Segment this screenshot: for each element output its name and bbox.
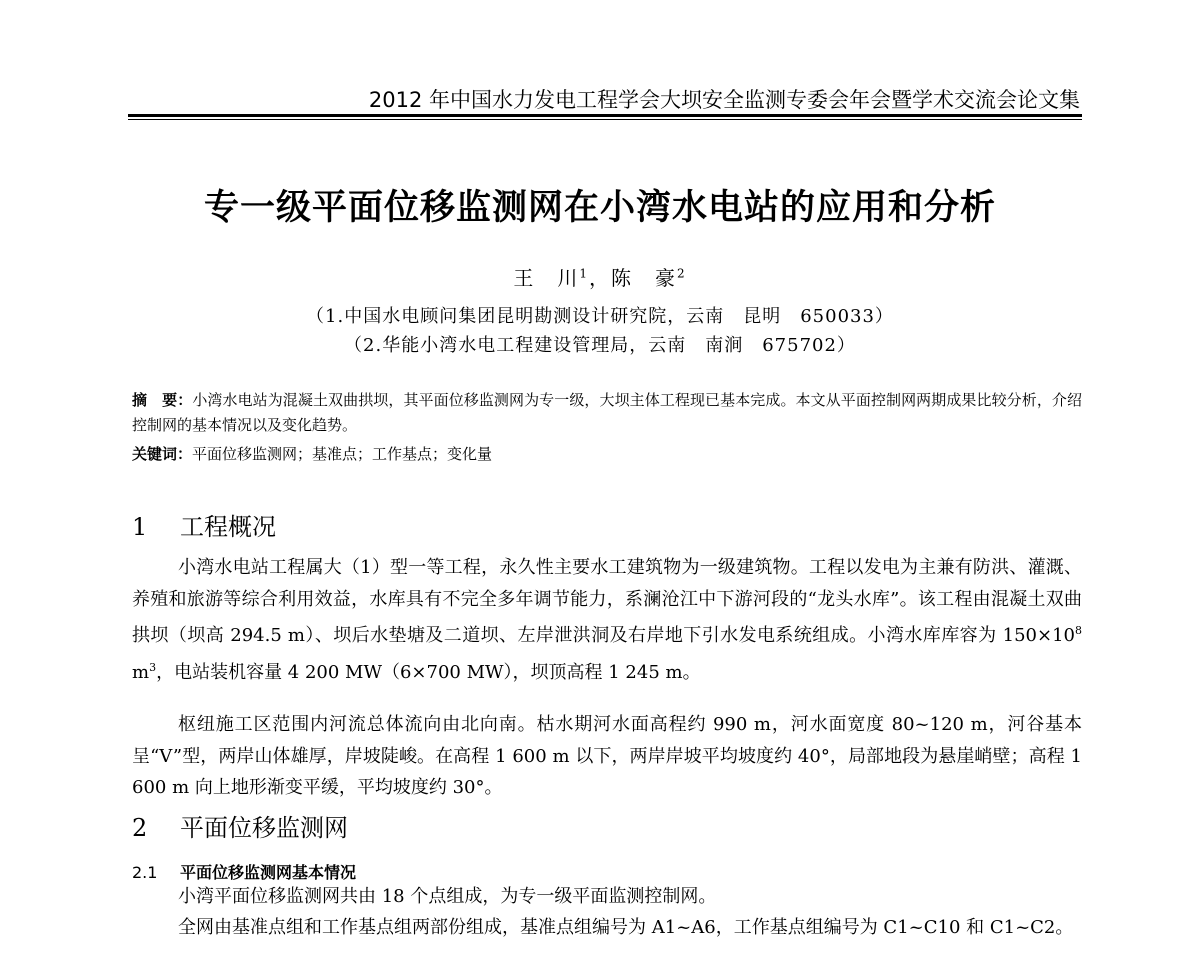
p1-text-unit: m: [132, 661, 150, 683]
section-number: 1: [132, 513, 148, 541]
author-separator: ，: [589, 266, 611, 290]
keywords-text: 平面位移监测网；基准点；工作基点；变化量: [192, 445, 493, 463]
running-header: 2012 年中国水力发电工程学会大坝安全监测专委会年会暨学术交流会论文集: [368, 88, 1080, 112]
subsection-number: 2.1: [132, 863, 158, 882]
author-2: 陈 豪: [611, 266, 677, 290]
paper-title: 专一级平面位移监测网在小湾水电站的应用和分析: [203, 188, 996, 228]
paragraph-terrain: 枢纽施工区范围内河流总体流向由北向南。枯水期河水面高程约 990 m，河水面宽度 80~120 m，河谷基本呈“V”型，两岸山体雄厚，岸坡陡峻。在高程 1 600 m 以下，两岸岸坡平均坡度约 40°，局部地段为悬崖峭壁；高程 1 600 m 向上地形渐变平缓，平均坡度约 30°。: [132, 714, 1082, 798]
abstract: [132, 388, 1082, 438]
author-2-affil-mark: 2: [677, 266, 687, 281]
section-title: 工程概况: [180, 513, 276, 541]
abstract-text: 小湾水电站为混凝土双曲拱坝，其平面位移监测网为专一级，大坝主体工程现已基本完成。本文从平面控制网两期成果比较分析，介绍控制网的基本情况以及变化趋势。: [132, 391, 1082, 434]
header-rule-thick: [128, 114, 1082, 117]
affiliation-2: （2.华能小湾水电工程建设管理局，云南 南涧 675702）: [344, 335, 856, 356]
authors: [0, 262, 1200, 291]
affiliation-1: （1.中国水电顾问集团昆明勘测设计研究院，云南 昆明 650033）: [306, 306, 894, 327]
p1-superscript-exp: 8: [1075, 624, 1082, 637]
abstract-label: 摘 要：: [132, 391, 193, 409]
section-heading-2: [132, 808, 348, 843]
author-1-affil-mark: 1: [579, 266, 589, 281]
subsection-heading-2-1: [132, 860, 356, 883]
keywords-label: 关键词：: [132, 445, 193, 463]
section-title: 平面位移监测网: [180, 814, 348, 842]
paragraph-network-points: 小湾平面位移监测网共由 18 个点组成，为专一级平面监测控制网。: [178, 886, 717, 907]
author-1: 王 川: [513, 266, 580, 290]
section-heading-1: [132, 507, 276, 542]
header-rule-thin: [128, 119, 1082, 120]
subsection-title: 平面位移监测网基本情况: [180, 863, 357, 882]
section-number: 2: [132, 814, 148, 842]
p1-text-a: 小湾水电站工程属大（1）型一等工程，永久性主要水工建筑物为一级建筑物。工程以发电为主兼有防洪、灌溉、养殖和旅游等综合利用效益，水库具有不完全多年调节能力，系澜沧江中下游河段的“龙头水库”。该工程由混凝土双曲拱坝（坝高 294.5 m）、坝后水垫塘及二道坝、左岸泄洪洞及右岸地下引水发电系统组成。小湾水库库容为 150×10: [132, 557, 1082, 646]
paragraph-network-groups: 全网由基准点组和工作基点组两部份组成，基准点组编号为 A1~A6，工作基点组编号为 C1~C10 和 C1~C2。: [178, 917, 1074, 938]
p1-text-b: ，电站装机容量 4 200 MW（6×700 MW），坝顶高程 1 245 m。: [156, 661, 701, 683]
p1-superscript-cube: 3: [149, 660, 157, 674]
paragraph-project-overview: [132, 552, 1082, 688]
keywords: [132, 442, 1082, 467]
